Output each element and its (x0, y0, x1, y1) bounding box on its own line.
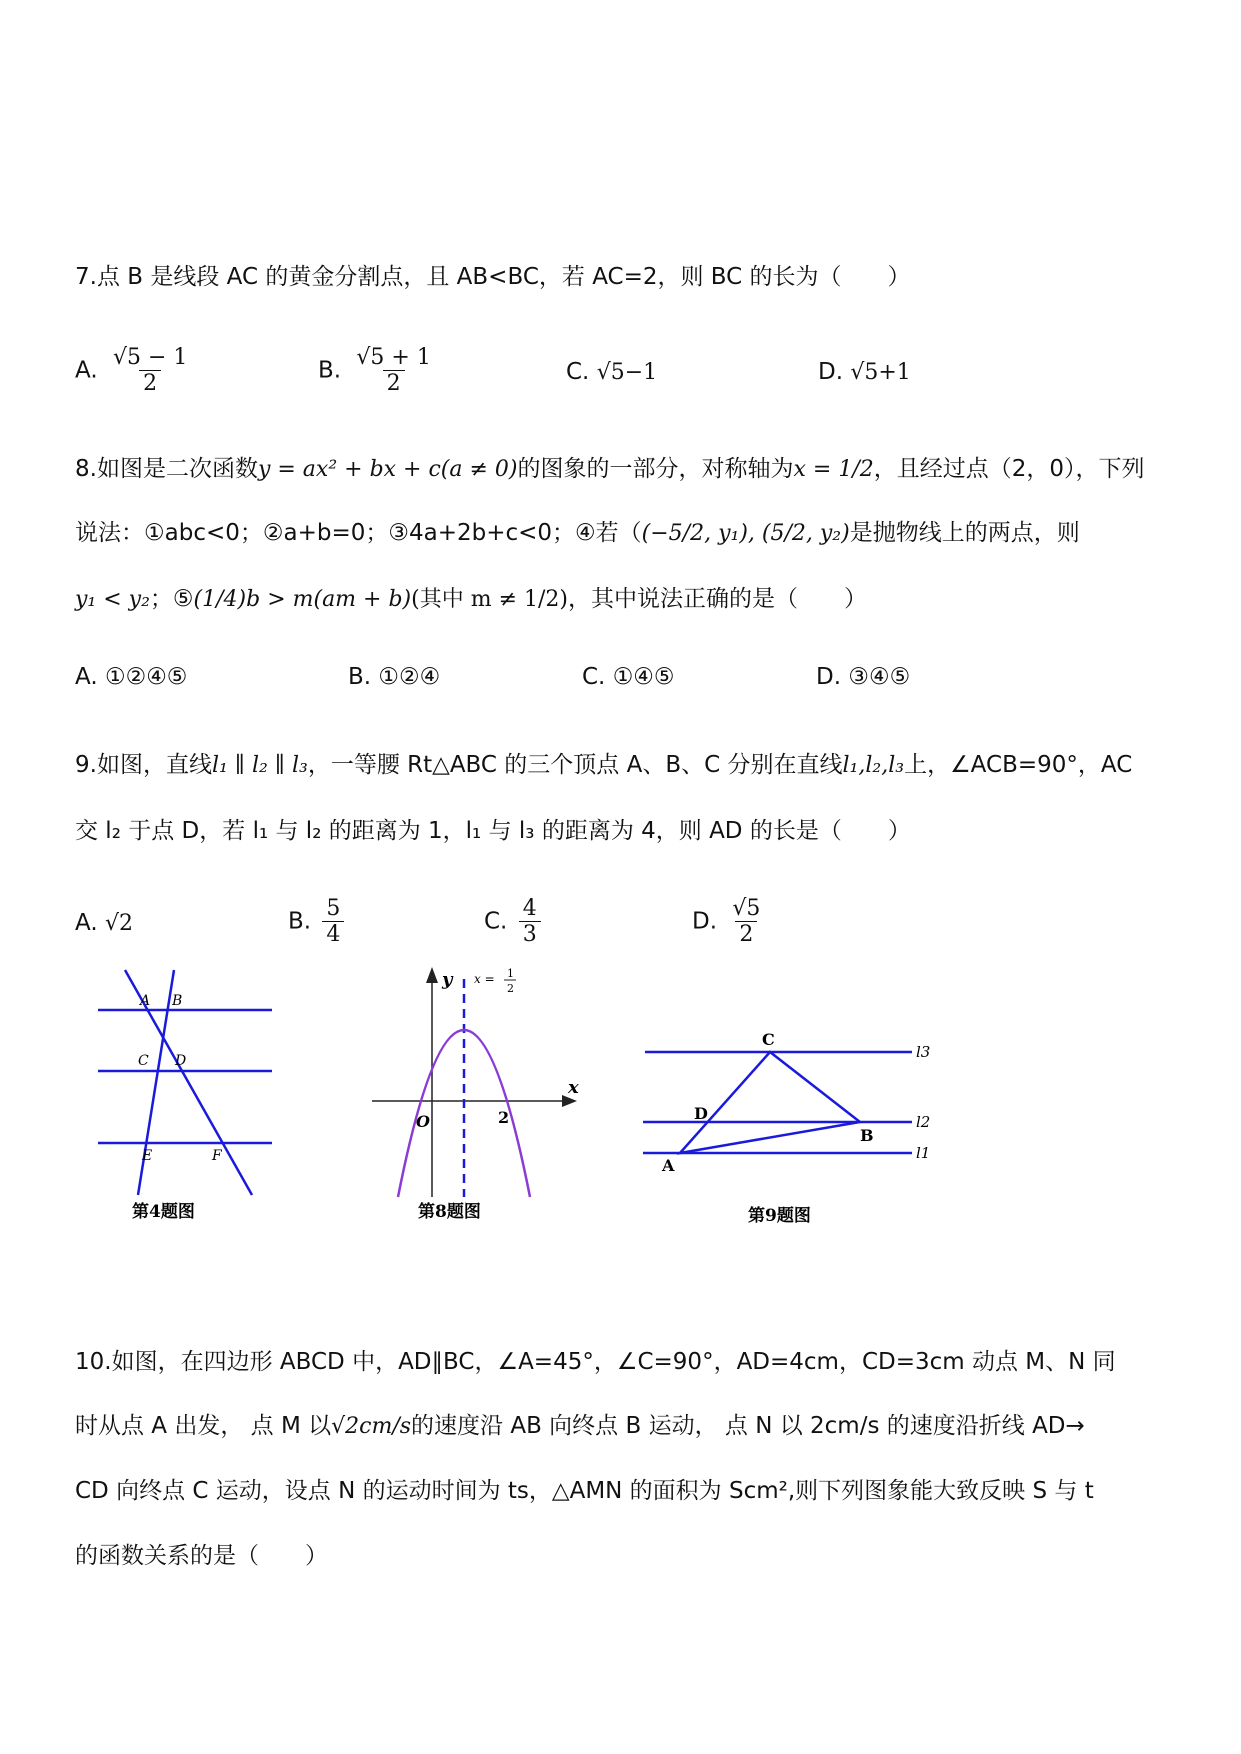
q8-option-b[interactable] (348, 664, 440, 690)
q8-option-c-text: ①④⑤ (612, 664, 675, 690)
q8-option-d-text: ③④⑤ (848, 664, 911, 690)
q7-option-d-letter: D. (818, 359, 844, 385)
fig4-label-e: E (142, 1148, 153, 1164)
q8-option-d-letter: D. (816, 664, 842, 690)
q8-option-a-text: ①②④⑤ (104, 664, 188, 690)
q8-line1 (75, 450, 1145, 483)
fig8-axis-num: 1 (507, 967, 514, 980)
fig9-label-d: D (694, 1104, 708, 1123)
q8-option-a[interactable] (75, 664, 187, 690)
q10-line4: 的函数关系的是（ ） (75, 1543, 328, 1569)
q9-line2: 交 l₂ 于点 D，若 l₁ 与 l₂ 的距离为 1，l₁ 与 l₃ 的距离为 4，则 AD 的长是（ ） (75, 818, 911, 844)
q7-option-c-expr: √5−1 (596, 360, 658, 385)
q8-line2-b: 是抛物线上的两点，则 (849, 520, 1080, 546)
fig8-caption: 第8题图 (418, 1202, 481, 1222)
figure-8 (372, 967, 579, 1222)
q8-option-c[interactable] (582, 664, 675, 690)
fig8-label-2: 2 (498, 1108, 510, 1127)
q8-line2-a: 说法：①abc<0；②a+b=0；③4a+2b+c<0；④若（ (75, 520, 642, 546)
q7-option-a-expr: $\frac{√5 - 1}{2}$ (112, 345, 188, 397)
q7-option-c[interactable] (566, 359, 657, 385)
q8-line3-c: ，其中说法正确的是（ ） (568, 586, 867, 612)
q8-y-compare: y₁ < y₂ (75, 587, 150, 612)
fig4-label-b: B (172, 993, 183, 1009)
fig9-label-a: A (662, 1156, 675, 1175)
q9-option-d-expr: $\frac{√5}{2}$ (732, 896, 761, 948)
q8-condition: (其中 m ≠ 1/2) (411, 587, 568, 612)
q9-option-b[interactable] (288, 896, 348, 948)
fig4-label-d: D (175, 1053, 187, 1069)
q7-option-a-letter: A. (75, 357, 98, 384)
q9-option-d-letter: D. (692, 908, 718, 935)
q8-option-b-letter: B. (348, 664, 372, 690)
q9-stem-b: ，一等腰 Rt△ABC 的三个顶点 A、B、C 分别在直线 (307, 752, 843, 778)
q9-option-b-expr: $\frac{5}{4}$ (322, 896, 344, 948)
q7-option-d-expr: √5+1 (850, 360, 911, 385)
fig9-caption: 第9题图 (748, 1206, 811, 1226)
q9-option-c[interactable] (484, 896, 545, 948)
q9-stem-a: 9.如图，直线 (75, 752, 212, 778)
q10-line2-a: 时从点 A 出发， 点 M 以 (75, 1413, 332, 1439)
q8-line3-b: ；⑤ (149, 586, 194, 612)
q9-option-b-letter: B. (288, 908, 312, 935)
fig8-axis-eq: x = (474, 972, 495, 986)
q8-function: y = ax² + bx + c(a ≠ 0) (257, 457, 518, 482)
q9-parallel-lines: l₁ ∥ l₂ ∥ l₃ (211, 753, 308, 778)
q8-option-a-letter: A. (75, 664, 98, 690)
q9-line1 (75, 746, 1132, 779)
fig9-label-b: B (860, 1126, 874, 1145)
q7-option-b-letter: B. (318, 357, 342, 384)
q7-option-a[interactable] (75, 345, 195, 397)
q9-stem-c: 上，∠ACB=90°，AC (904, 752, 1133, 778)
q10-speed: √2cm/s (331, 1414, 412, 1439)
fig4-label-c: C (138, 1053, 149, 1069)
q7-option-b[interactable] (318, 345, 439, 397)
q8-line2 (75, 514, 1080, 547)
q7-stem: 7.点 B 是线段 AC 的黄金分割点，且 AB<BC，若 AC=2，则 BC 的长为（ ） (75, 264, 911, 290)
fig9-label-l3: l3 (916, 1043, 931, 1061)
q9-lines-list: l₁,l₂,l₃ (842, 753, 905, 778)
q9-option-c-letter: C. (484, 908, 508, 935)
fig4-caption: 第4题图 (132, 1202, 195, 1222)
q8-option-c-letter: C. (582, 664, 606, 690)
q8-inequality: (1/4)b > m(am + b) (193, 587, 412, 612)
q10-line3: CD 向终点 C 运动，设点 N 的运动时间为 ts，△AMN 的面积为 Scm²,则下列图象能大致反映 S 与 t (75, 1478, 1094, 1504)
fig4-label-f: F (212, 1148, 222, 1164)
fig9-label-l2: l2 (916, 1113, 931, 1131)
q9-option-a-expr: √2 (104, 911, 133, 936)
q7-option-d[interactable] (818, 359, 911, 385)
q10-line2 (75, 1407, 1085, 1440)
fig4-label-a: A (140, 993, 151, 1009)
q8-option-b-text: ①②④ (378, 664, 441, 690)
q9-option-d[interactable] (692, 896, 768, 948)
q7-option-b-expr: $\frac{√5 + 1}{2}$ (356, 345, 431, 397)
q7-option-c-letter: C. (566, 359, 590, 385)
figures-row (80, 965, 960, 1235)
fig9-label-c: C (762, 1030, 775, 1049)
q8-axis: x = 1/2 (793, 457, 874, 482)
q8-option-d[interactable] (816, 664, 910, 690)
fig9-label-l1: l1 (916, 1144, 931, 1162)
fig8-label-x: x (568, 1077, 579, 1098)
q9-option-c-expr: $\frac{4}{3}$ (519, 896, 541, 948)
q8-stem-a: 8.如图是二次函数 (75, 456, 258, 482)
q9-option-a[interactable] (75, 910, 133, 936)
q8-stem-b: 的图象的一部分，对称轴为 (517, 456, 794, 482)
q10-line1: 10.如图，在四边形 ABCD 中，AD∥BC，∠A=45°，∠C=90°，AD=4cm，CD=3cm 动点 M、N 同 (75, 1349, 1116, 1375)
q8-stem-c: ，且经过点（2，0），下列 (873, 456, 1145, 482)
q10-line2-b: 的速度沿 AB 向终点 B 运动， 点 N 以 2cm/s 的速度沿折线 AD→ (411, 1413, 1085, 1439)
fig8-label-o: O (416, 1112, 430, 1131)
fig8-y-arrow (426, 967, 438, 983)
fig9-triangle (680, 1052, 860, 1153)
figure-9 (643, 1030, 930, 1226)
q8-points: (−5/2, y₁), (5/2, y₂) (641, 521, 850, 546)
fig8-label-y: y (442, 969, 453, 990)
q8-line3 (75, 580, 867, 613)
q9-option-a-letter: A. (75, 910, 98, 936)
fig8-axis-den: 2 (507, 982, 514, 995)
figure-4 (98, 970, 272, 1222)
